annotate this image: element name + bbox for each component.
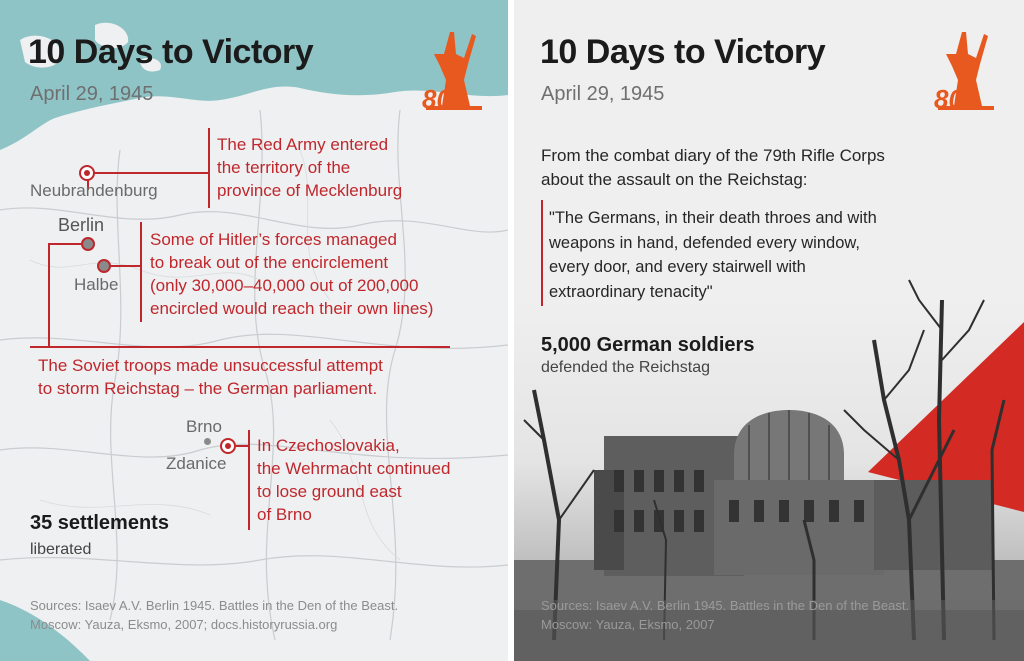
intro-text <box>541 144 885 192</box>
annotation-line: encircled would reach their own lines) <box>150 299 434 318</box>
page-date: April 29, 1945 <box>30 83 154 105</box>
sources <box>541 596 909 634</box>
annotation-line: the Wehrmacht continued <box>257 459 451 478</box>
logo-number: 80 <box>422 84 451 114</box>
intro-line: about the assault on the Reichstag: <box>541 170 808 189</box>
victory-80-logo <box>932 24 998 114</box>
quote-line: weapons in hand, defended every window, <box>549 233 860 252</box>
intro-line: From the combat diary of the 79th Rifle Corps <box>541 146 885 165</box>
annotation-line: The Red Army entered <box>217 135 389 154</box>
stat-label: liberated <box>30 541 92 558</box>
quote-text <box>549 206 877 304</box>
city-label-berlin: Berlin <box>58 215 105 235</box>
annotation-line: the territory of the <box>217 158 351 177</box>
annotation-line: to break out of the encirclement <box>150 253 389 272</box>
sources-line: Sources: Isaev A.V. Berlin 1945. Battles in the Den of the Beast. <box>541 598 910 613</box>
connector-line <box>48 243 82 245</box>
brno-marker <box>204 438 211 445</box>
sources-line: Moscow: Yauza, Eksmo, 2007 <box>541 617 715 632</box>
building-center <box>714 480 884 575</box>
annotation-line: province of Mecklenburg <box>217 181 403 200</box>
connector-line <box>236 445 248 447</box>
quote-line: every door, and every stairwell with <box>549 258 806 276</box>
quote-line: "The Germans, in their death throes and with <box>549 209 877 227</box>
stat-label: defended the Reichstag <box>541 359 711 376</box>
annotation-line: Some of Hitler’s forces managed <box>150 230 397 249</box>
quote-line: extraordinary tenacity" <box>549 282 713 301</box>
city-label-brno: Brno <box>186 417 222 436</box>
city-label-neubrandenburg: Neubrandenburg <box>30 181 158 200</box>
annotation-line: In Czechoslovakia, <box>257 436 400 455</box>
quote-bar <box>541 200 543 306</box>
annotation-reichstag <box>38 354 383 400</box>
annotation-line: to lose ground east <box>257 482 402 501</box>
page-date: April 29, 1945 <box>541 83 665 105</box>
zdanice-marker <box>220 438 236 454</box>
connector-line <box>140 222 142 322</box>
connector-line <box>87 172 208 174</box>
annotation-line: of Brno <box>257 505 312 524</box>
annotation-line: to storm Reichstag – the German parliament. <box>38 379 378 398</box>
connector-line <box>208 128 210 208</box>
connector-line <box>48 243 50 346</box>
sources-line: Sources: Isaev A.V. Berlin 1945. Battles in the Den of the Beast. <box>30 598 399 613</box>
city-label-zdanice: Zdanice <box>166 454 227 473</box>
page-title: 10 Days to Victory <box>28 33 314 71</box>
annotation-mecklenburg <box>217 133 402 202</box>
annotation-halbe <box>150 228 433 320</box>
victory-80-logo <box>420 24 486 114</box>
map-infographic-panel <box>0 0 508 661</box>
annotation-czech <box>257 434 450 526</box>
berlin-marker <box>81 237 95 251</box>
annotation-line: (only 30,000–40,000 out of 200,000 <box>150 276 419 295</box>
stat-value: 5,000 German soldiers <box>541 334 755 356</box>
stat-value: 35 settlements <box>30 512 169 534</box>
connector-line <box>248 430 250 530</box>
page-title: 10 Days to Victory <box>540 33 826 71</box>
sources <box>30 596 398 634</box>
connector-line <box>110 265 140 267</box>
sources-line: Moscow: Yauza, Eksmo, 2007; docs.historyrussia.org <box>30 617 338 632</box>
halbe-marker <box>97 259 111 273</box>
reichstag-infographic-panel <box>514 0 1024 661</box>
city-label-halbe: Halbe <box>74 275 119 294</box>
neubrandenburg-marker <box>79 165 95 181</box>
annotation-line: The Soviet troops made unsuccessful attempt <box>38 356 383 375</box>
connector-line <box>30 346 450 348</box>
logo-number: 80 <box>934 84 963 114</box>
